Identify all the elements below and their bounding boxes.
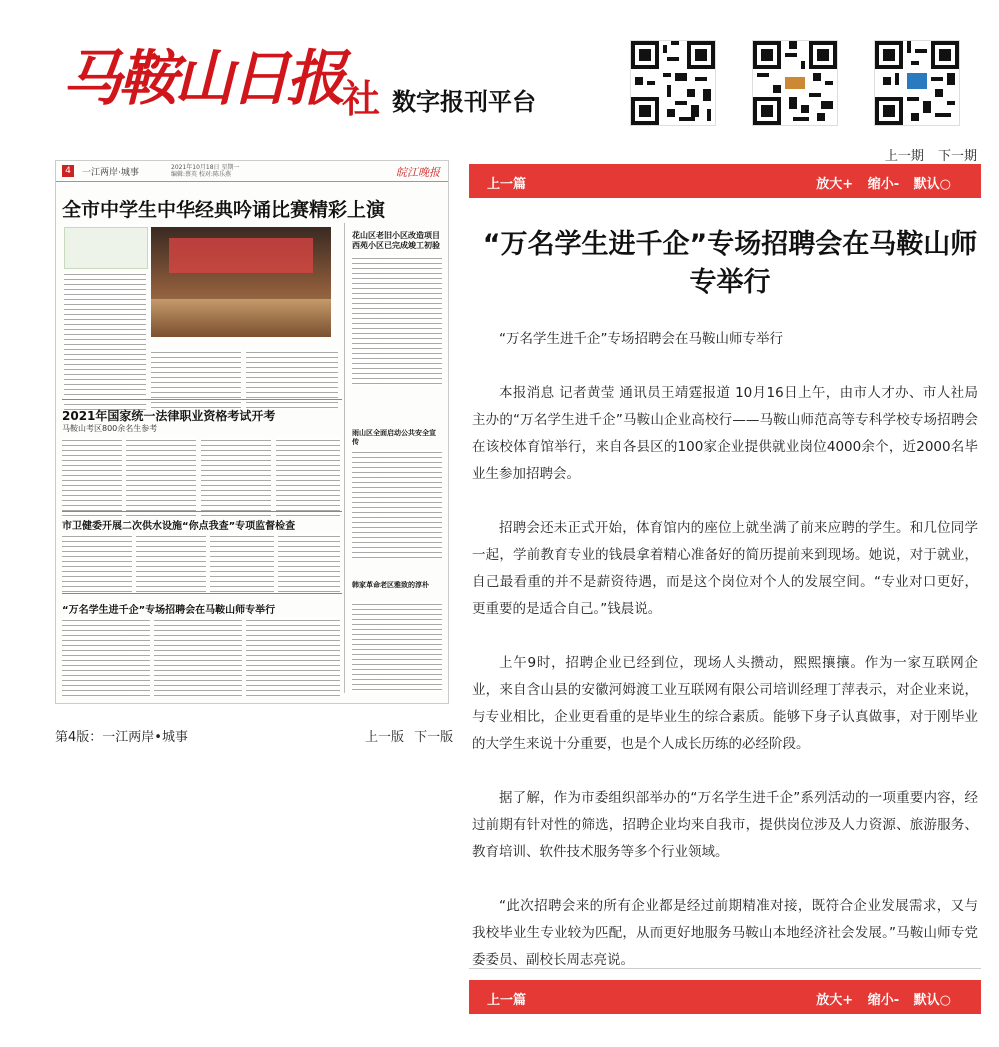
zoom-out-button[interactable]: 缩小- xyxy=(867,177,900,192)
thumb-date xyxy=(171,164,239,178)
article-paragraph: 本报消息 记者黄莹 通讯员王靖霆报道 10月16日上午，由市人才办、市人社局主办的“万名学生进千企”马鞍山企业高校行——马鞍山师范高等专科学校专场招聘会在该校体育馆举行，来自各县区的100家企业提供就业岗位4000余个，近2000名毕业生参加招聘会。 xyxy=(472,385,978,482)
default-size-button[interactable]: 默认○ xyxy=(913,993,951,1008)
article-toolbar-top xyxy=(469,164,981,198)
thumb-text-block xyxy=(136,533,206,593)
thumb-text-block xyxy=(62,533,132,593)
thumb-headline-2[interactable]: 2021年国家统一法律职业资格考试开考 xyxy=(62,409,276,423)
next-issue-link[interactable]: 下一期 xyxy=(937,149,977,164)
photo-stage xyxy=(151,299,331,338)
thumb-side-headline-2[interactable]: 雨山区全面启动公共安全宣传 xyxy=(352,429,436,446)
masthead xyxy=(62,40,562,130)
thumb-headline-main[interactable]: 全市中学生中华经典吟诵比赛精彩上演 xyxy=(62,199,386,221)
thumb-subhead-2: 马鞍山考区800余名生参考 xyxy=(62,424,158,433)
default-size-button[interactable]: 默认○ xyxy=(913,177,951,192)
thumb-headline-4[interactable]: “万名学生进千企”专场招聘会在马鞍山师专举行 xyxy=(62,605,276,616)
thumb-text-block xyxy=(154,617,242,697)
zoom-out-button[interactable]: 缩小- xyxy=(867,993,900,1008)
thumb-header xyxy=(56,161,448,182)
prev-issue-link[interactable]: 上一期 xyxy=(884,149,924,164)
qr-code-icon xyxy=(752,40,838,126)
thumb-side-headline-1[interactable]: 花山区老旧小区改造项目西苑小区已完成竣工初验 xyxy=(352,231,440,250)
thumb-text-block xyxy=(62,617,150,697)
thumb-text-block xyxy=(352,601,442,693)
platform-title: 数字报刊平台 xyxy=(392,88,536,116)
thumb-badge-graphic xyxy=(64,227,148,269)
thumb-column-rule xyxy=(344,223,345,693)
thumb-rule xyxy=(62,593,342,594)
article-toolbar-bottom xyxy=(469,980,981,1014)
qr-code-icon xyxy=(874,40,960,126)
thumb-text-block xyxy=(246,349,338,409)
prev-article-link[interactable]: 上一篇 xyxy=(487,993,527,1008)
thumb-side-headline-3[interactable]: 韩家革命老区雅致的淳朴 xyxy=(352,581,429,589)
article-divider xyxy=(469,968,981,969)
page-label: 第4版：一江两岸•城事 xyxy=(55,730,188,745)
zoom-in-button[interactable]: 放大+ xyxy=(816,993,854,1008)
thumb-text-block xyxy=(278,533,340,593)
thumb-section: 一江两岸·城事 xyxy=(82,168,139,178)
thumb-text-block xyxy=(276,437,340,517)
thumb-text-block xyxy=(151,349,241,409)
thumb-text-block xyxy=(352,449,442,559)
thumb-brand: 皖江晚报 xyxy=(396,166,440,179)
thumb-photo[interactable] xyxy=(151,227,331,337)
thumb-text-block xyxy=(62,437,122,517)
thumb-editor-line: 编辑:蔡英 校对:陈乐燕 xyxy=(171,171,231,178)
article-subtitle: “万名学生进千企”专场招聘会在马鞍山师专举行 xyxy=(499,331,783,347)
prev-page-link[interactable]: 上一版 xyxy=(365,730,405,745)
article-paragraph: 上午9时，招聘企业已经到位，现场人头攒动，熙熙攘攘。作为一家互联网企业，来自含山县的安徽河姆渡工业互联网有限公司培训经理丁萍表示，对企业来说，与专业相比，企业更看重的是毕业生的综合素质。能够下身子认真做事，对于刚毕业的大学生来说十分重要，也是个人成长历练的必经阶段。 xyxy=(472,655,978,752)
issue-nav xyxy=(875,145,977,164)
article-paragraph: 招聘会还未正式开始，体育馆内的座位上就坐满了前来应聘的学生。和几位同学一起，学前教育专业的钱晨拿着精心准备好的简历提前来到现场。她说，对于就业，自己最看重的并不是薪资待遇，而是这个岗位对个人的发展空间。“专业对口更好，更重要的是适合自己。”钱晨说。 xyxy=(472,520,978,617)
thumb-rule xyxy=(62,399,342,400)
prev-article-link[interactable]: 上一篇 xyxy=(487,177,527,192)
logo-she: 社 xyxy=(342,77,381,121)
thumb-text-block xyxy=(210,533,274,593)
page-nav xyxy=(365,726,459,745)
thumb-text-block xyxy=(352,255,442,385)
qr-code-icon xyxy=(630,40,716,126)
zoom-in-button[interactable]: 放大+ xyxy=(816,177,854,192)
thumb-rule xyxy=(62,511,342,512)
newspaper-logo[interactable]: 马鞍山日报 xyxy=(62,44,342,114)
zoom-tools xyxy=(806,173,951,192)
thumb-page-number: 4 xyxy=(62,165,74,177)
thumb-text-block xyxy=(126,437,196,517)
article-paragraph: 据了解，作为市委组织部举办的“万名学生进千企”系列活动的一项重要内容，经过前期有针对性的筛选，招聘企业均来自我市，提供岗位涉及人力资源、旅游服务、教育培训、软件技术服务等多个行业领域。 xyxy=(472,790,978,860)
photo-screen xyxy=(169,238,313,273)
page-thumbnail[interactable] xyxy=(55,160,449,704)
thumb-date-line: 2021年10月18日 星期一 xyxy=(171,164,240,171)
thumb-headline-3[interactable]: 市卫健委开展二次供水设施“你点我查”专项监督检查 xyxy=(62,521,296,532)
zoom-tools xyxy=(806,989,951,1008)
next-page-link[interactable]: 下一版 xyxy=(414,730,454,745)
thumb-text-block xyxy=(246,617,340,697)
thumb-text-block xyxy=(64,271,146,411)
article-title: “万名学生进千企”专场招聘会在马鞍山师专举行 xyxy=(482,229,978,298)
article-paragraph: “此次招聘会来的所有企业都是经过前期精准对接，既符合企业发展需求，又与我校毕业生专业较为匹配，从而更好地服务马鞍山本地经济社会发展。”马鞍山师专党委委员、副校长周志亮说。 xyxy=(472,898,978,968)
thumb-text-block xyxy=(201,437,271,517)
article-body xyxy=(472,326,978,1001)
